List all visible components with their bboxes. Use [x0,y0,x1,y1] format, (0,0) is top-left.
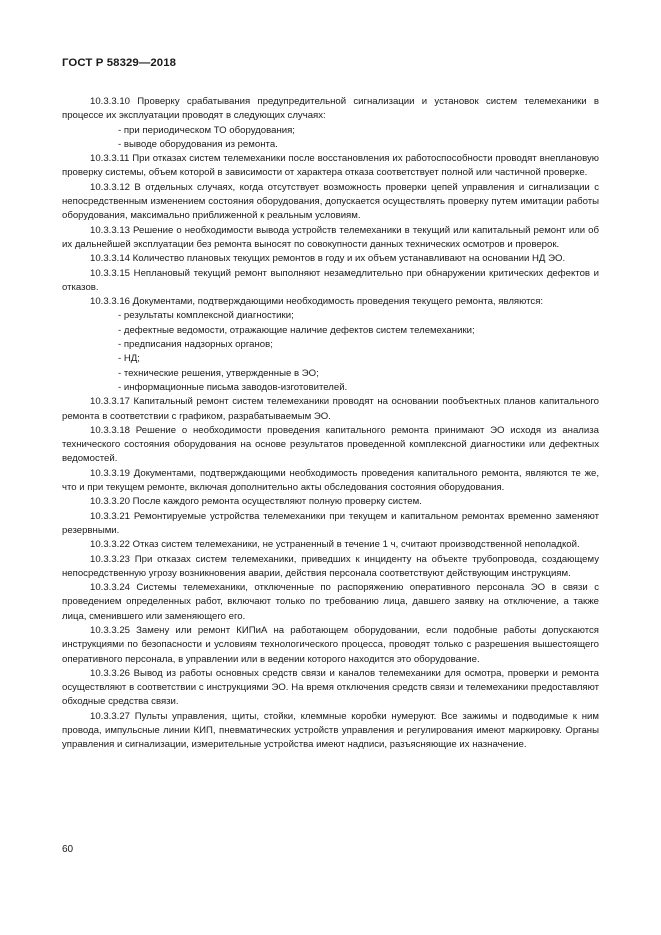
list-item: - дефектные ведомости, отражающие наличие дефектов систем телемеханики; [118,324,475,336]
paragraph: 10.3.3.23 При отказах систем телемеханики, приведших к инциденту на объекте трубопровода, создающему непосредственную угрозу возникновения аварии, действия персонала соответствуют действующим инструкциям. [62,553,599,579]
paragraph: 10.3.3.15 Неплановый текущий ремонт выполняют незамедлительно при обнаружении критических дефектов и отказов. [62,267,599,293]
paragraph: 10.3.3.25 Замену или ремонт КИПиА на работающем оборудовании, если подобные работы допускаются инструкциями по безопасности и условиям технологического процесса, проводят только с разрешения вышестоящего оперативного персонала, в управлении или в ведении которого находится это оборудование. [62,624,599,665]
paragraph: 10.3.3.11 При отказах систем телемеханики после восстановления их работоспособности проводят внеплановую проверку системы, объем которой в зависимости от характера отказа соответствует полной или частичной проверке. [62,153,599,179]
paragraph: 10.3.3.20 После каждого ремонта осуществляют полную проверку систем. [90,496,422,508]
paragraph: 10.3.3.14 Количество плановых текущих ремонтов в году и их объем устанавливают на основании НД ЭО. [90,253,566,265]
list-item: - при периодическом ТО оборудования; [118,124,295,136]
page-number: 60 [62,844,74,855]
list-item: - информационные письма заводов-изготовителей. [118,381,348,393]
paragraph: 10.3.3.22 Отказ систем телемеханики, не устраненный в течение 1 ч, считают производственной неполадкой. [90,539,580,551]
list-item: - выводе оборудования из ремонта. [118,138,278,150]
paragraph: 10.3.3.21 Ремонтируемые устройства телемеханики при текущем и капитальном ремонтах временно заменяют резервными. [62,510,599,536]
paragraph: 10.3.3.13 Решение о необходимости вывода устройств телемеханики в текущий или капитальный ремонт или об их дальнейшей эксплуатации без ремонта выносят по совокупности данных технических осмотров и проверок. [62,224,599,250]
paragraph: 10.3.3.19 Документами, подтверждающими необходимость проведения капитального ремонта, являются те же, что и при текущем ремонте, включая дополнительно акты обследования состояния оборудования. [62,467,599,494]
paragraph: 10.3.3.24 Системы телемеханики, отключенные по распоряжению оперативного персонала ЭО в связи с проведением определенных работ, включают только по требованию лица, давшего заявку на отключение, а также лица, сменившего или заменяющего его. [62,582,599,622]
paragraph: 10.3.3.16 Документами, подтверждающими необходимость проведения текущего ремонта, являются: [90,296,544,308]
list-item: - технические решения, утвержденные в ЭО; [118,367,319,379]
paragraph: 10.3.3.12 В отдельных случаях, когда отсутствует возможность проверки цепей управления и сигнализации с непосредственным изменением состояния оборудования, допускается осуществлять проверку путем имитации работы оборудования, максимально приближенной к реальным условиям. [62,181,599,222]
list-item: - НД; [118,353,140,365]
document-body [62,95,599,753]
paragraph: 10.3.3.18 Решение о необходимости проведения капитального ремонта принимают ЭО исходя из анализа технического состояния оборудования на основе результатов проведенной комплексной диагностики или дефектных ведомостей. [62,424,599,465]
paragraph: 10.3.3.26 Вывод из работы основных средств связи и каналов телемеханики для осмотра, проверки и ремонта осуществляют в соответствии с инструкциями ЭО. На время отключения средств связи и телемеханики предоставляют обходные средства связи. [62,667,599,708]
paragraph: 10.3.3.27 Пульты управления, щиты, стойки, клеммные коробки нумеруют. Все зажимы и подводимые к ним провода, импульсные линии КИП, пневматических устройств управления и регулирования имеют маркировку. Органы управления и сигнализации, измерительные устройства имеют надписи, разъясняющие их назначение. [62,710,599,751]
paragraph: 10.3.3.17 Капитальный ремонт систем телемеханики проводят на основании пообъектных планов капитального ремонта в соответствии с графиком, разрабатываемым ЭО. [62,396,599,422]
standard-header: ГОСТ Р 58329—2018 [62,57,177,69]
paragraph: 10.3.3.10 Проверку срабатывания предупредительной сигнализации и установок систем телемеханики в процессе их эксплуатации проводят в следующих случаях: [62,96,599,122]
list-item: - результаты комплексной диагностики; [118,310,294,322]
list-item: - предписания надзорных органов; [118,339,273,351]
